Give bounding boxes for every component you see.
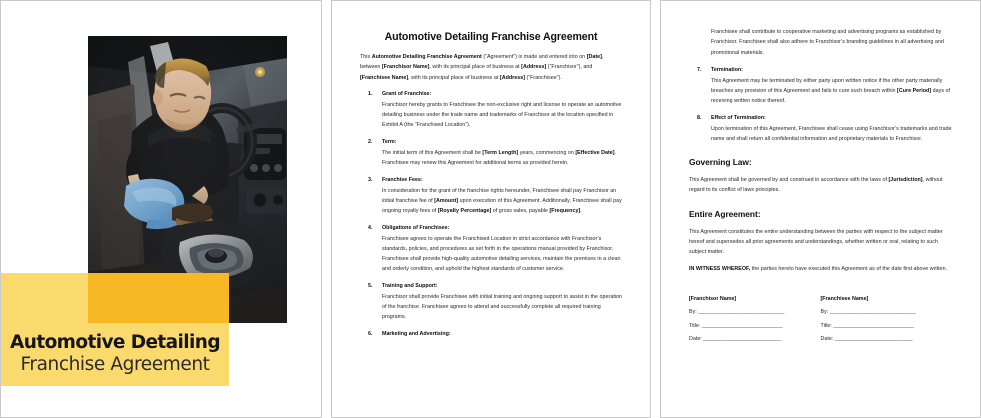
signature-field[interactable]	[689, 323, 821, 329]
clause-item	[360, 138, 622, 168]
signature-field[interactable]	[689, 336, 821, 342]
clause-item	[360, 90, 622, 131]
governing-law-heading: Governing Law:	[689, 157, 752, 168]
signature-party-name: [Franchisee Name]	[820, 295, 869, 302]
cover-title-block	[1, 323, 229, 386]
clause-heading: Marketing and Advertising:	[382, 331, 451, 338]
clause-6-continuation: Franchisee shall contribute to cooperative marketing and advertising programs as established by Franchisor. Franchisee shall also adhere to Franchisor’s branding guidelines in all advertising and promotional materials.	[711, 29, 944, 56]
clause-list-page-1	[360, 90, 622, 340]
signature-field-rule: _______________________________	[829, 309, 916, 316]
intro-paragraph: This Automotive Detailing Franchise Agreement (“Agreement”) is made and entered into on [Date], between [Franchisor Name], with its principal place of business at [Address] (“Franchisor”), and [Franchisee Name], with its principal place of business at [Address] (“Franchisee”).	[360, 54, 604, 81]
clause-heading: Training and Support:	[382, 283, 438, 290]
signature-field-rule: _____________________________	[833, 322, 914, 329]
page-body-1-content	[332, 1, 650, 417]
clause-number: 7.	[697, 66, 702, 73]
clause-item	[360, 282, 622, 323]
signature-field-rule: ____________________________	[703, 336, 781, 343]
signature-area	[689, 296, 952, 350]
clause-heading: Term:	[382, 138, 397, 145]
document-title: Automotive Detailing Franchise Agreement	[384, 31, 598, 43]
clause-body: Franchisee agrees to operate the Franchised Location in strict accordance with Franchisor’s standards, policies, and procedures as set forth in the operations manual provided by Franchisor. Franchisee shall provide high-quality automotive detailing services, maintain the premises in a clean and orderly condition, and uphold the highest standards of customer service.	[382, 235, 621, 273]
signature-field[interactable]	[689, 309, 821, 315]
entire-agreement-heading: Entire Agreement:	[689, 208, 761, 219]
clause-heading: Obligations of Franchisee:	[382, 224, 450, 231]
signature-block	[821, 296, 953, 350]
signature-field-rule: ____________________________	[834, 336, 913, 343]
witness-clause: IN WITNESS WHEREOF, the parties hereto have executed this Agreement as of the date first above written.	[689, 266, 948, 273]
clause-number: 2.	[368, 138, 373, 145]
clause-heading: Effect of Termination:	[711, 114, 766, 121]
page-body-2[interactable]	[660, 0, 981, 418]
signature-field-label: Title:	[820, 322, 834, 329]
clause-number: 5.	[368, 283, 373, 290]
clause-body: In consideration for the grant of the franchise rights hereunder, Franchisee shall pay Franchisor an initial franchise fee of [Amount] upon execution of this Agreement. Additionally, Franchisee shall pay ongoing royalty fees of [Royalty Percentage] of gross sales, payable [Frequency].	[382, 187, 622, 215]
signature-field-label: Date:	[820, 336, 835, 343]
signature-field-label: By:	[689, 309, 699, 316]
clause-item	[360, 330, 622, 339]
clause-body: This Agreement may be terminated by either party upon written notice if the other party materially breaches any provision of this Agreement and fails to cure such breach within [Cure Period] days of receiving written notice thereof.	[711, 77, 951, 105]
clause-heading: Grant of Franchise:	[382, 90, 432, 97]
clause-heading: Termination:	[711, 66, 743, 73]
clause-heading: Franchise Fees:	[382, 176, 423, 183]
signature-field[interactable]	[821, 323, 953, 329]
clause-item	[689, 114, 952, 144]
signature-field[interactable]	[821, 336, 953, 342]
entire-agreement-body: This Agreement constitutes the entire understanding between the parties with respect to the subject matter hereof and supersedes all prior agreements and understandings, whether written or oral, relating to such subject matter.	[689, 228, 943, 256]
page-cover[interactable]	[0, 0, 322, 418]
clause-number: 3.	[368, 176, 373, 183]
clause-item	[360, 224, 622, 275]
clause-item	[689, 66, 952, 107]
signature-field-label: By:	[820, 309, 830, 316]
clause-number: 4.	[368, 224, 373, 231]
governing-law-body: This Agreement shall be governed by and construed in accordance with the laws of [Jurisdiction], without regard to its conflict of laws principles.	[689, 177, 943, 194]
signature-field[interactable]	[821, 309, 953, 315]
clause-number: 8.	[697, 114, 702, 121]
clause-body: Franchisor hereby grants to Franchisee the non-exclusive right and license to operate an automotive detailing business under the trade name and trademarks of Franchisor at the location specified in Exhibit A (the “Franchised Location”).	[382, 101, 622, 129]
clause-body: Upon termination of this Agreement, Franchisee shall cease using Franchisor’s trademarks and trade name and shall return all confidential information and proprietary materials to Franchisor.	[711, 125, 952, 142]
clause-body: Franchisor shall provide Franchisee with initial training and ongoing support to assist in the operation of the franchise. Franchisee agrees to attend and successfully complete all required training programs.	[382, 293, 623, 321]
clause-number: 1.	[368, 90, 373, 97]
clause-number: 6.	[368, 331, 373, 338]
clause-item	[360, 176, 622, 217]
signature-field-rule: _____________________________	[701, 322, 783, 329]
signature-party-name: [Franchisor Name]	[689, 295, 737, 302]
page-body-1[interactable]	[331, 0, 651, 418]
signature-field-label: Date:	[689, 336, 704, 343]
signature-field-label: Title:	[689, 322, 702, 329]
page-body-2-content	[661, 1, 980, 417]
cover-title-main: Automotive Detailing	[10, 331, 220, 353]
cover-title-sub: Franchise Agreement	[20, 354, 210, 376]
signature-field-rule: _______________________________	[698, 309, 785, 316]
clause-body: The initial term of this Agreement shall be [Term Length] years, commencing on [Effective Date]. Franchisee may renew this Agreement for additional terms as provided herein.	[382, 149, 617, 166]
cover-yellow-overlay	[88, 273, 229, 323]
clause-list-page-2	[689, 66, 952, 144]
signature-block	[689, 296, 821, 350]
